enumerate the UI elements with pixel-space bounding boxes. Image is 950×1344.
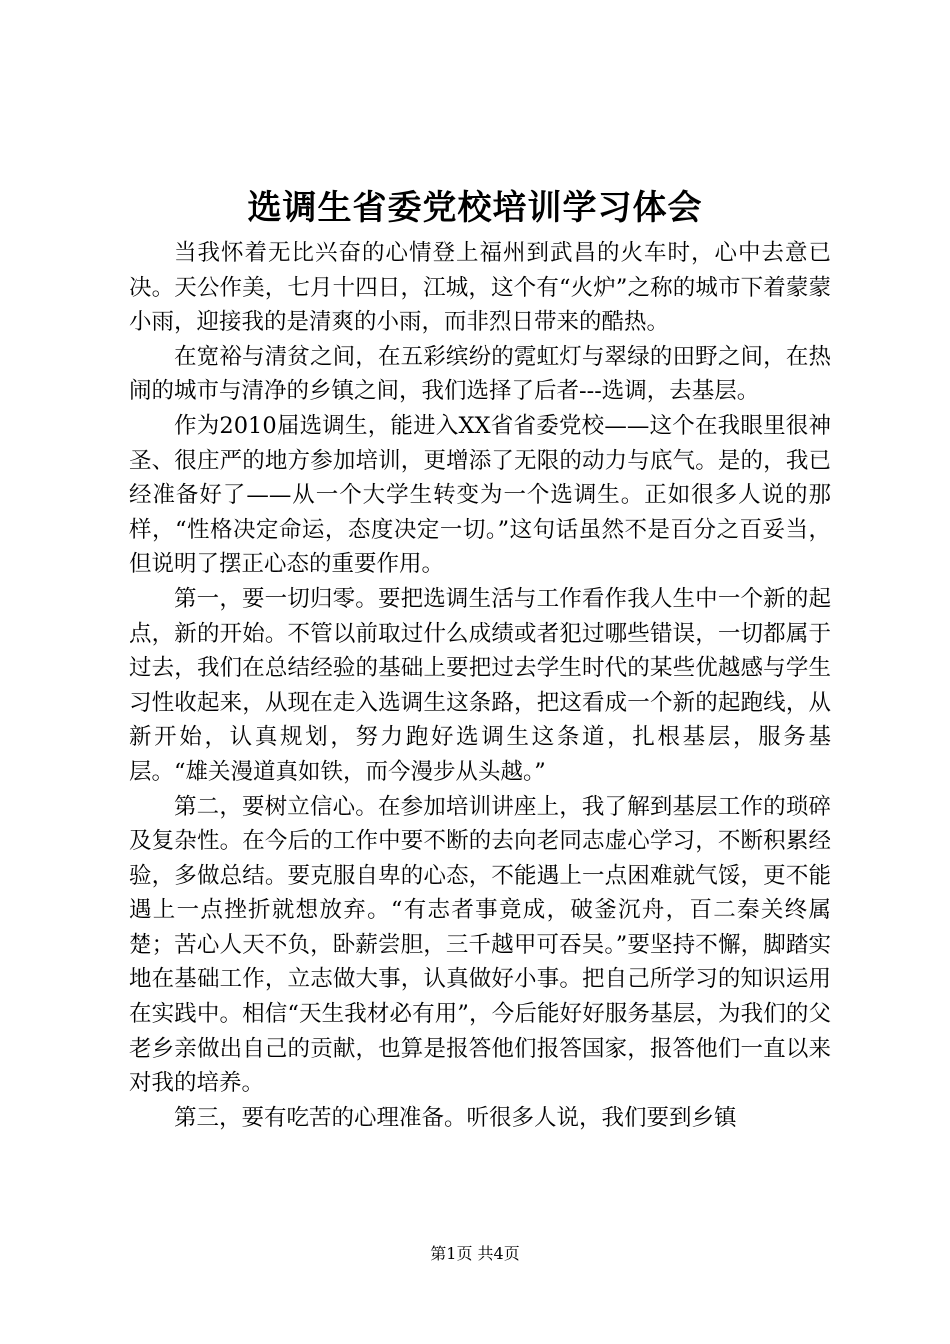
paragraph: 第二，要树立信心。在参加培训讲座上，我了解到基层工作的琐碎及复杂性。在今后的工作中要不断的去向老同志虚心学习，不断积累经验，多做总结。要克服自卑的心态，不能遇上一点困难就气馁，更不能遇上一点挫折就想放弃。“有志者事竟成，破釜沉舟，百二秦关终属楚；苦心人天不负，卧薪尝胆，三千越甲可吞吴。”要坚持不懈，脚踏实地在基础工作，立志做大事，认真做好小事。把自己所学习的知识运用在实践中。相信“天生我材必有用”，今后能好好服务基层，为我们的父老乡亲做出自己的贡献，也算是报答他们报答国家，报答他们一直以来对我的培养。 — [129, 793, 831, 1097]
paragraph: 当我怀着无比兴奋的心情登上福州到武昌的火车时，心中去意已决。天公作美，七月十四日，江城，这个有“火炉”之称的城市下着蒙蒙小雨，迎接我的是清爽的小雨，而非烈日带来的酷热。 — [129, 240, 831, 336]
paragraph: 在宽裕与清贫之间，在五彩缤纷的霓虹灯与翠绿的田野之间，在热闹的城市与清净的乡镇之间，我们选择了后者---选调，去基层。 — [129, 343, 831, 405]
paragraph: 第三，要有吃苦的心理准备。听很多人说，我们要到乡镇 — [174, 1104, 737, 1131]
document-body — [129, 236, 831, 1135]
paragraph: 作为2010届选调生，能进入XX省省委党校——这个在我眼里很神圣、很庄严的地方参加培训，更增添了无限的动力与底气。是的，我已经准备好了——从一个大学生转变为一个选调生。正如很多人说的那样，“性格决定命运，态度决定一切。”这句话虽然不是百分之百妥当，但说明了摆正心态的重要作用。 — [129, 412, 831, 578]
document-title: 选调生省委党校培训学习体会 — [247, 188, 703, 228]
paragraph: 第一，要一切归零。要把选调生活与工作看作我人生中一个新的起点，新的开始。不管以前取过什么成绩或者犯过哪些错误，一切都属于过去，我们在总结经验的基础上要把过去学生时代的某些优越感与学生习性收起来，从现在走入选调生这条路，把这看成一个新的起跑线，从新开始，认真规划，努力跑好选调生这条道，扎根基层，服务基层。“雄关漫道真如铁，而今漫步从头越。” — [129, 585, 831, 785]
page-number-footer: 第1页 共4页 — [430, 1244, 520, 1263]
